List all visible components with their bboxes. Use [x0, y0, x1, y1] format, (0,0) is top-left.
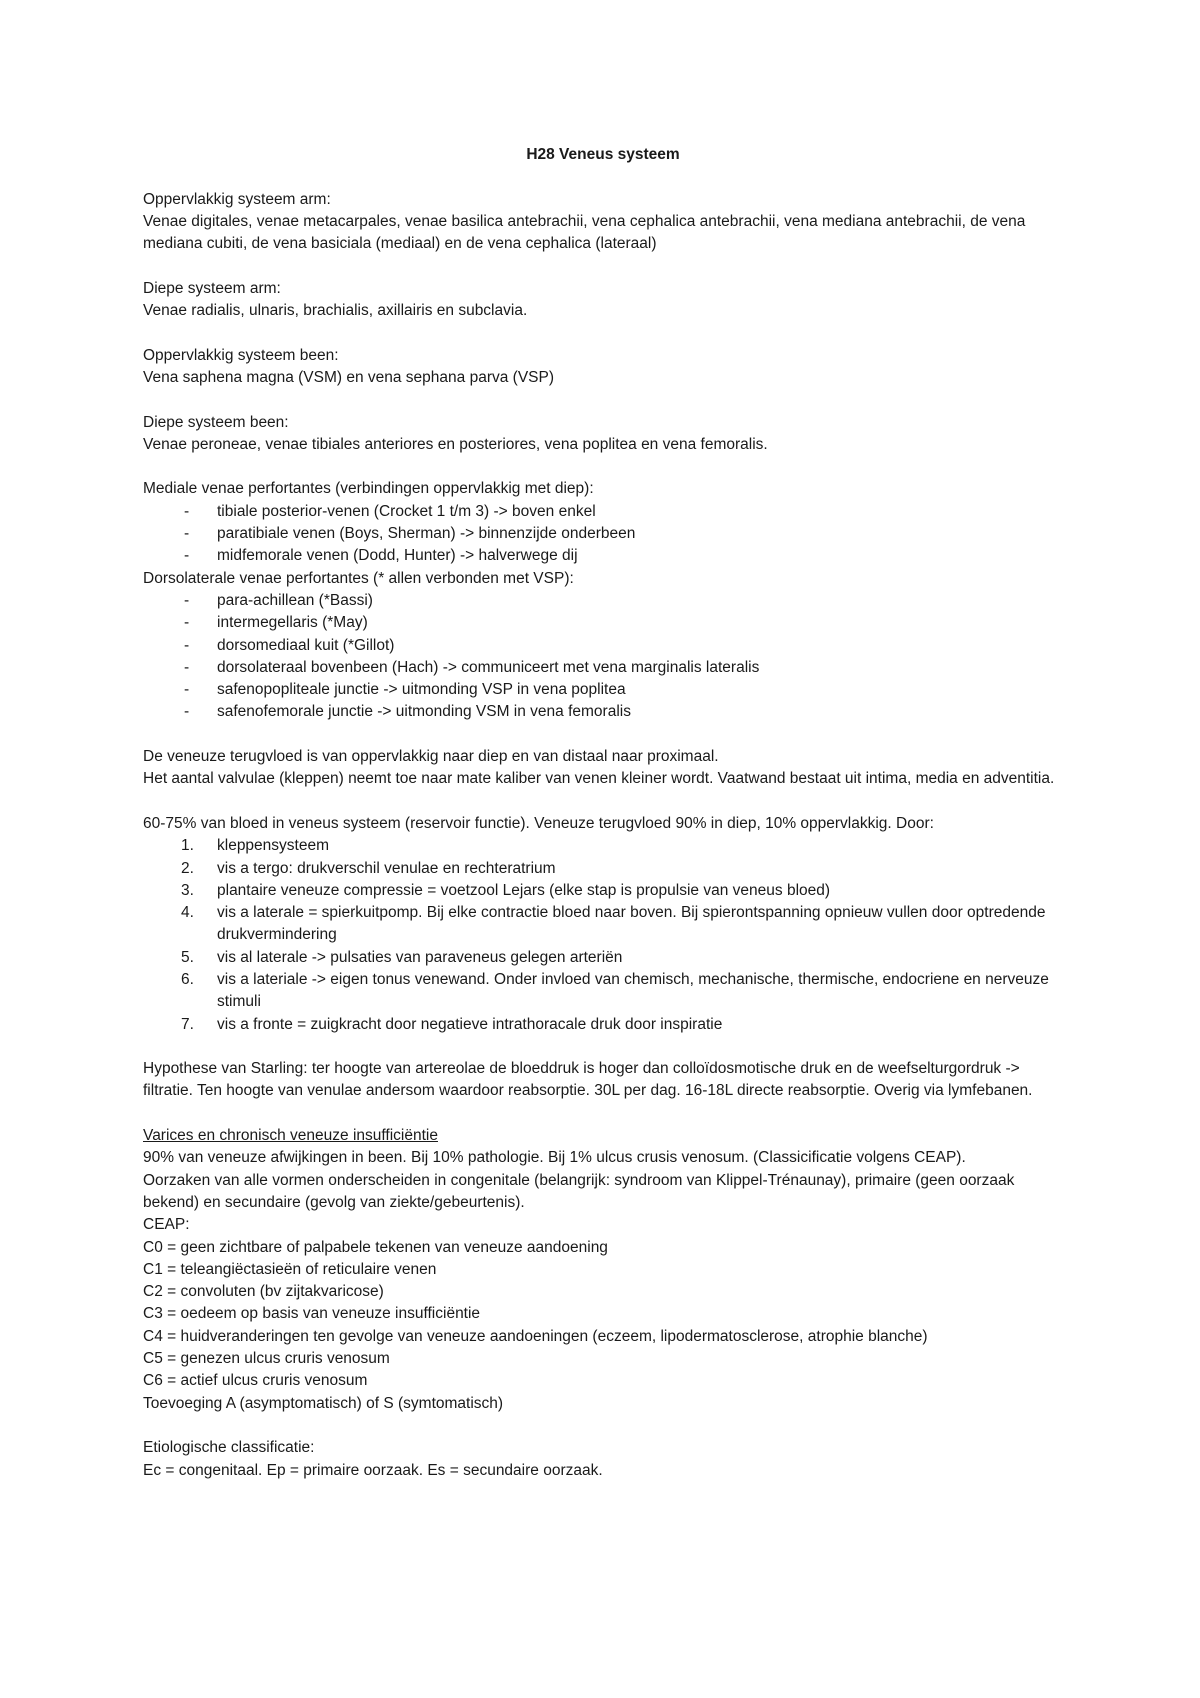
- arm-deep-text: Venae radialis, ulnaris, brachialis, axillairis en subclavia.: [143, 302, 528, 320]
- list-item: - intermegellaris (*May): [143, 612, 1063, 634]
- varices-line-2: Oorzaken van alle vormen onderscheiden in congenitale (belangrijk: syndroom van Klippel-Trénaunay), primaire (geen oorzaak bekend) en secundaire (gevolg van ziekte/gebeurtenis).: [143, 1171, 1015, 1211]
- ceap-item: C2 = convoluten (bv zijtakvaricose): [143, 1283, 384, 1301]
- list-item: 4. vis a laterale = spierkuitpomp. Bij elke contractie bloed naar boven. Bij spierontspanning opnieuw vullen door optredende drukvermindering: [181, 904, 1046, 944]
- list-item: - tibiale posterior-venen (Crocket 1 t/m 3) -> boven enkel: [143, 501, 1063, 523]
- list-item: - midfemorale venen (Dodd, Hunter) -> halverwege dij: [143, 545, 1063, 567]
- arm-deep-heading: Diepe systeem arm:: [143, 279, 281, 297]
- reflux-line-1: De veneuze terugvloed is van oppervlakkig naar diep en van distaal naar proximaal.: [143, 748, 719, 766]
- reflux-line-2: Het aantal valvulae (kleppen) neemt toe naar mate kaliber van venen kleiner wordt. Vaatwand bestaat uit intima, media en adventitia.: [143, 770, 1055, 788]
- reservoir-list: [143, 835, 1063, 1036]
- starling-paragraph: Hypothese van Starling: ter hoogte van artereolae de bloeddruk is hoger dan colloïdosmotische druk en de weefselturgordruk -> filtratie. Ten hoogte van venulae andersom waardoor reabsorptie. 30L per dag. 16-18L directe reabsorptie. Overig via lymfebanen.: [143, 1060, 1033, 1100]
- ceap-item: C1 = teleangiëctasieën of reticulaire venen: [143, 1260, 437, 1278]
- list-item: 2. vis a tergo: drukverschil venulae en rechteratrium: [181, 859, 556, 877]
- list-item: 7. vis a fronte = zuigkracht door negatieve intrathoracale druk door inspiratie: [181, 1015, 723, 1033]
- ceap-item: C3 = oedeem op basis van veneuze insufficiëntie: [143, 1305, 481, 1323]
- dorsolateral-perforantes-heading: Dorsolaterale venae perfortantes (* allen verbonden met VSP):: [143, 569, 574, 587]
- list-item: - para-achillean (*Bassi): [143, 590, 1063, 612]
- document-body: [143, 144, 1063, 1482]
- varices-heading: Varices en chronisch veneuze insufficiëntie: [143, 1127, 438, 1145]
- list-item: - dorsolateraal bovenbeen (Hach) -> communiceert met vena marginalis lateralis: [143, 657, 1063, 679]
- medial-perforantes-list: [143, 501, 1063, 568]
- list-item: - safenopopliteale junctie -> uitmonding VSP in vena poplitea: [143, 679, 1063, 701]
- dorsolateral-perforantes-list: [143, 590, 1063, 724]
- list-item: 6. vis a lateriale -> eigen tonus venewand. Onder invloed van chemisch, mechanische, thermische, endocriene en nerveuze stimuli: [181, 970, 1049, 1011]
- list-item: - paratibiale venen (Boys, Sherman) -> binnenzijde onderbeen: [143, 523, 1063, 545]
- varices-line-1: 90% van veneuze afwijkingen in been. Bij 10% pathologie. Bij 1% ulcus crusis venosum. (Classicificatie volgens CEAP).: [143, 1149, 966, 1167]
- leg-deep-heading: Diepe systeem been:: [143, 413, 289, 431]
- list-item: 1. kleppensysteem: [181, 837, 330, 855]
- page-title: H28 Veneus systeem: [526, 146, 680, 163]
- ceap-item: C0 = geen zichtbare of palpabele tekenen van veneuze aandoening: [143, 1238, 608, 1256]
- arm-superficial-heading: Oppervlakkig systeem arm:: [143, 190, 331, 208]
- ceap-item: C4 = huidveranderingen ten gevolge van veneuze aandoeningen (eczeem, lipodermatosclerose, atrophie blanche): [143, 1327, 928, 1345]
- list-item: 3. plantaire veneuze compressie = voetzool Lejars (elke stap is propulsie van veneus bloed): [181, 881, 831, 899]
- ceap-item: C5 = genezen ulcus cruris venosum: [143, 1350, 390, 1368]
- ceap-item: Toevoeging A (asymptomatisch) of S (symtomatisch): [143, 1394, 504, 1412]
- leg-superficial-text: Vena saphena magna (VSM) en vena sephana parva (VSP): [143, 368, 555, 386]
- reservoir-intro: 60-75% van bloed in veneus systeem (reservoir functie). Veneuze terugvloed 90% in diep, 10% oppervlakkig. Door:: [143, 814, 934, 832]
- list-item: - dorsomediaal kuit (*Gillot): [143, 635, 1063, 657]
- medial-perforantes-heading: Mediale venae perfortantes (verbindingen oppervlakkig met diep):: [143, 480, 594, 498]
- ceap-item: C6 = actief ulcus cruris venosum: [143, 1372, 368, 1390]
- list-item: - safenofemorale junctie -> uitmonding VSM in vena femoralis: [143, 701, 1063, 723]
- list-item: 5. vis al laterale -> pulsaties van paraveneus gelegen arteriën: [181, 948, 623, 966]
- ceap-label: CEAP:: [143, 1216, 190, 1234]
- arm-superficial-text: Venae digitales, venae metacarpales, venae basilica antebrachii, vena cephalica antebrachii, vena mediana antebrachii, de vena mediana cubiti, de vena basiciala (mediaal) en de vena cephalica (lateraal): [143, 212, 1026, 253]
- etiology-heading: Etiologische classificatie:: [143, 1439, 315, 1457]
- etiology-text: Ec = congenitaal. Ep = primaire oorzaak. Es = secundaire oorzaak.: [143, 1461, 603, 1479]
- leg-deep-text: Venae peroneae, venae tibiales anteriores en posteriores, vena poplitea en vena femoralis.: [143, 435, 768, 453]
- leg-superficial-heading: Oppervlakkig systeem been:: [143, 346, 339, 364]
